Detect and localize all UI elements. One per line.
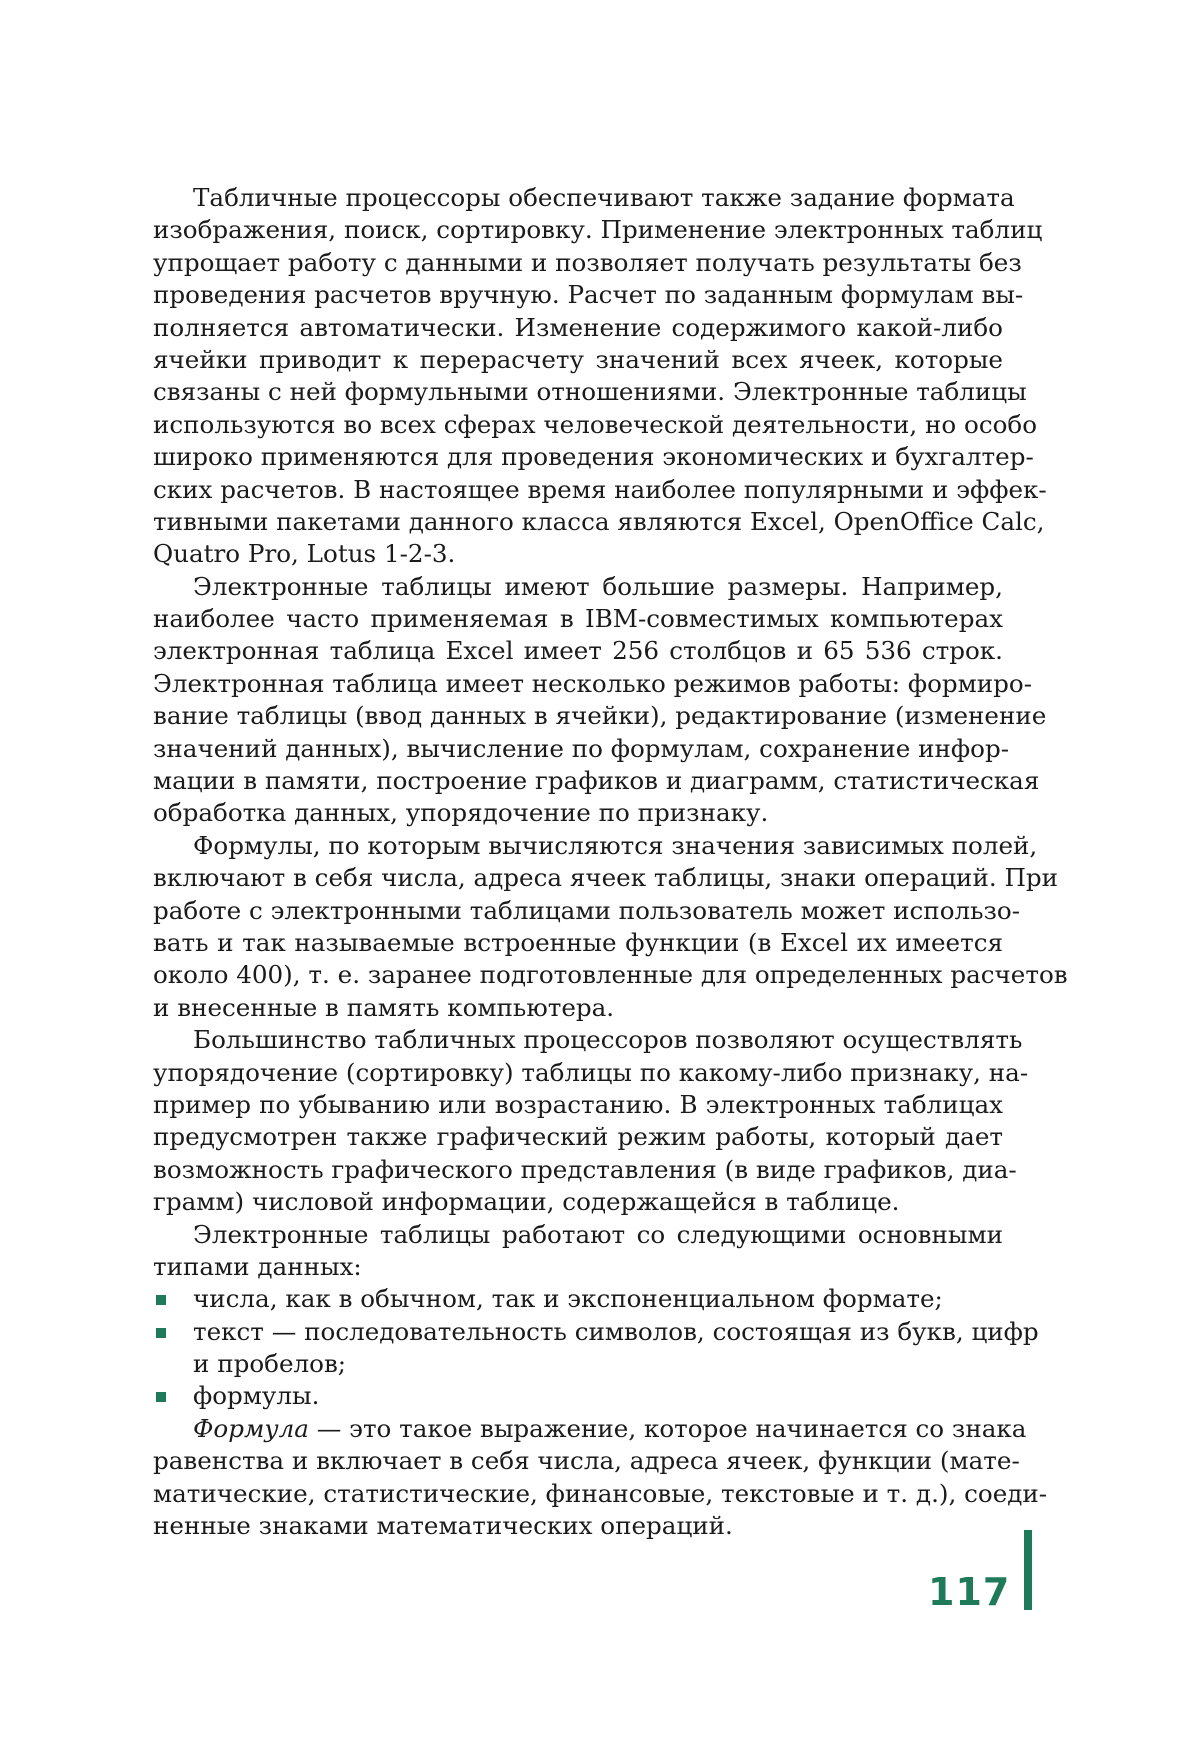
text-line: обработка данных, упорядочение по признаку. — [153, 798, 769, 828]
square-bullet-icon — [156, 1295, 166, 1305]
page-body — [153, 182, 1068, 1542]
text-line: пример по убыванию или возрастанию. В электронных таблицах — [153, 1089, 1003, 1119]
bullet-text: числа, как в обычном, так и экспоненциальном формате; — [193, 1284, 943, 1314]
square-bullet-icon — [156, 1392, 166, 1402]
text-line: Quatro Pro, Lotus 1-2-3. — [153, 539, 456, 569]
text-line: возможность графического представления (в виде графиков, диа- — [153, 1154, 1017, 1184]
text-line: ячейки приводит к перерасчету значений всех ячеек, которые — [153, 344, 1003, 374]
text-line: Электронные таблицы работают со следующими основными — [193, 1219, 1003, 1249]
text-line: наиболее часто применяемая в IBM-совместимых компьютерах — [153, 604, 1003, 634]
text-line: проведения расчетов вручную. Расчет по заданным формулам вы- — [153, 280, 1024, 310]
definition-line — [153, 1413, 1027, 1445]
text-line: значений данных), вычисление по формулам, сохранение инфор- — [153, 733, 1010, 763]
page-number: 117 — [928, 1570, 1011, 1614]
page-number-rule — [1024, 1530, 1032, 1610]
text-line: грамм) числовой информации, содержащейся в таблице. — [153, 1187, 900, 1217]
text-line: включают в себя числа, адреса ячеек таблицы, знаки операций. При — [153, 863, 1059, 893]
bullet-item — [153, 1283, 1003, 1315]
text-line: полняется автоматически. Изменение содержимого какой-либо — [153, 312, 1003, 342]
bullet-item — [153, 1380, 1003, 1412]
square-bullet-icon — [156, 1328, 166, 1338]
text-line: тивными пакетами данного класса являются Excel, OpenOffice Calc, — [153, 506, 1045, 536]
text-line: ских расчетов. В настоящее время наиболее популярными и эффек- — [153, 474, 1047, 504]
text-line: Большинство табличных процессоров позволяют осуществлять — [193, 1025, 1023, 1055]
text-line: равенства и включает в себя числа, адреса ячеек, функции (мате- — [153, 1446, 1020, 1476]
text-line: используются во всех сферах человеческой деятельности, но особо — [153, 409, 1038, 439]
text-line: Формулы, по которым вычисляются значения зависимых полей, — [193, 830, 1038, 860]
text-line: электронная таблица Excel имеет 256 столбцов и 65 536 строк. — [153, 636, 1003, 666]
text-line: широко применяются для проведения экономических и бухгалтер- — [153, 442, 1034, 472]
text-line: и внесенные в память компьютера. — [153, 992, 615, 1022]
text-line: вать и так называемые встроенные функции (в Excel их имеется — [153, 927, 1003, 957]
bullet-text: текст — последовательность символов, состоящая из букв, цифр — [193, 1316, 1039, 1346]
text-line: Электронная таблица имеет несколько режимов работы: формиро- — [153, 668, 1033, 698]
text-line: упрощает работу с данными и позволяет получать результаты без — [153, 247, 1022, 277]
bullet-item — [153, 1316, 1039, 1381]
bullet-text: и пробелов; — [193, 1349, 347, 1379]
definition-text: — это такое выражение, которое начинается со знака — [308, 1413, 1027, 1443]
text-line: Электронные таблицы имеют большие размеры. Например, — [193, 571, 1003, 601]
bullet-text: формулы. — [193, 1381, 320, 1411]
text-line: упорядочение (сортировку) таблицы по какому-либо признаку, на- — [153, 1057, 1029, 1087]
text-line: вание таблицы (ввод данных в ячейки), редактирование (изменение — [153, 701, 1047, 731]
text-line: предусмотрен также графический режим работы, который дает — [153, 1122, 1003, 1152]
text-line: изображения, поиск, сортировку. Применение электронных таблиц — [153, 215, 1043, 245]
text-line: Табличные процессоры обеспечивают также задание формата — [193, 183, 1015, 212]
definition-term: Формула — [193, 1413, 309, 1443]
text-line: матические, статистические, финансовые, текстовые и т. д.), соеди- — [153, 1478, 1048, 1508]
text-line: связаны с ней формульными отношениями. Электронные таблицы — [153, 377, 1027, 407]
text-line: мации в памяти, построение графиков и диаграмм, статистическая — [153, 766, 1040, 796]
text-line: ненные знаками математических операций. — [153, 1511, 733, 1541]
text-line: работе с электронными таблицами пользователь может использо- — [153, 895, 1021, 925]
text-line: типами данных: — [153, 1251, 362, 1281]
text-line: около 400), т. е. заранее подготовленные для определенных расчетов — [153, 960, 1068, 990]
